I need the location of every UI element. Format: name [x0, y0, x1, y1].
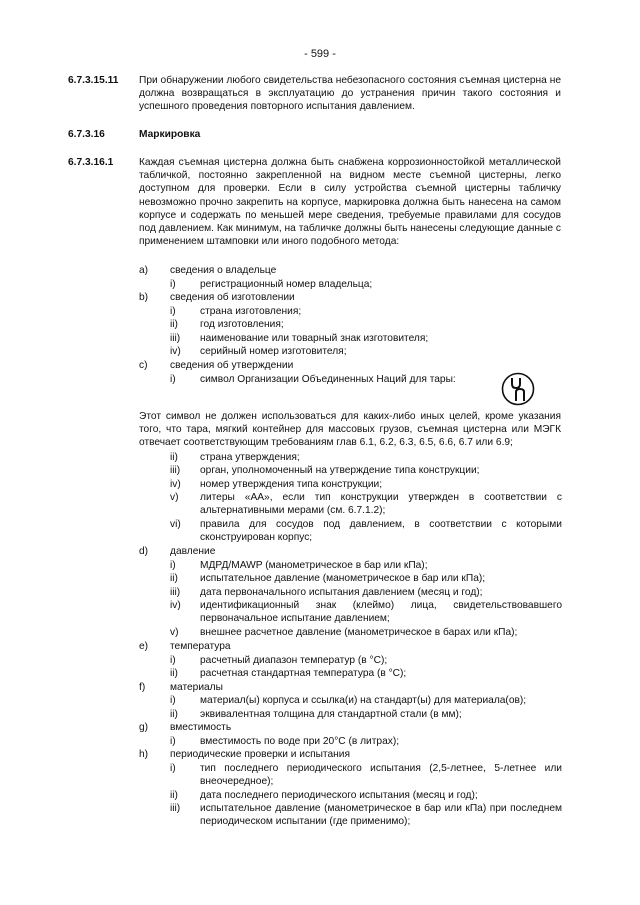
section-heading: Маркировка [139, 129, 201, 140]
sub-num: i) [170, 560, 176, 571]
sub-num: i) [170, 736, 176, 747]
sub-text: литеры «АА», если тип конструкции утвержден в соответствии с альтернативными мерами (см. 6.7.1.2); [200, 492, 562, 517]
sub-text: страна утверждения; [200, 452, 300, 463]
list-label: вместимость [170, 722, 232, 733]
sub-text: дата последнего периодического испытания (месяц и год); [200, 790, 478, 801]
clause-text: Каждая съемная цистерна должна быть снабжена коррозионностойкой металлической табличкой, постоянно закрепленной на видном месте съемной цистерны, легко доступном для проверки. Если в силу устройства съемной цистерны табличку невозможно прочно закрепить на корпусе, маркировка должна быть нанесена на самом корпусе и содержать по меньшей мере сведения, требуемые правилами для сосудов под давлением. Как минимум, на табличке должны быть нанесены следующие данные с применением штамповки или иного подобного метода: [139, 157, 561, 248]
sub-text: серийный номер изготовителя; [200, 346, 347, 357]
sub-text: эквивалентная толщина для стандартной стали (в мм); [200, 709, 462, 720]
sub-text: правила для сосудов под давлением, в соответствии с которыми сконструирован корпус; [200, 519, 562, 544]
sub-text: страна изготовления; [200, 306, 302, 317]
clause-text: При обнаружении любого свидетельства небезопасного состояния съемная цистерна не должна возвращаться в эксплуатацию до устранения причин такого состояния и успешного проведения повторного испытания давлением. [139, 75, 561, 113]
clause-number: 6.7.3.16.1 [68, 157, 114, 168]
sub-text: тип последнего периодического испытания (2,5-летнее, 5-летнее или внеочередное); [200, 763, 562, 788]
sub-text: регистрационный номер владельца; [200, 279, 373, 290]
sub-num: ii) [170, 452, 178, 463]
sub-num: i) [170, 306, 176, 317]
sub-num: iv) [170, 479, 181, 490]
sub-text: идентификационный знак (клеймо) лица, свидетельствовавшего первоначальное испытание давлением; [200, 600, 562, 625]
symbol-note: Этот символ не должен использоваться для каких-либо иных целей, кроме указания того, что тара, мягкий контейнер для массовых грузов, съемная цистерна или МЭГК отвечает соответствующим требованиям глав 6.1, 6.2, 6.3, 6.5, 6.6, 6.7 или 6.9; [139, 411, 561, 449]
sub-text: дата первоначального испытания давлением (месяц и год); [200, 587, 483, 598]
list-label: температура [170, 641, 231, 652]
sub-num: i) [170, 279, 176, 290]
list-letter: b) [139, 292, 149, 303]
list-letter: f) [139, 682, 146, 693]
list-label: сведения об утверждении [170, 360, 294, 371]
list-letter: c) [139, 360, 148, 371]
list-letter: g) [139, 722, 149, 733]
un-packaging-symbol-icon [501, 372, 535, 406]
sub-num: i) [170, 374, 176, 385]
sub-num: iii) [170, 333, 181, 344]
sub-num: iii) [170, 803, 181, 814]
sub-num: ii) [170, 709, 178, 720]
sub-text: вместимость по воде при 20°С (в литрах); [200, 736, 400, 747]
list-label: материалы [170, 682, 223, 693]
list-label: сведения о владельце [170, 265, 277, 276]
sub-num: i) [170, 695, 176, 706]
sub-num: vi) [170, 519, 181, 530]
sub-text: расчетный диапазон температур (в °С); [200, 655, 388, 666]
sub-text: испытательное давление (манометрическое в бар или кПа); [200, 573, 486, 584]
sub-text: год изготовления; [200, 319, 284, 330]
sub-num: ii) [170, 790, 178, 801]
sub-text: испытательное давление (манометрическое в бар или кПа) при последнем периодическом испытании (где применимо); [200, 803, 562, 828]
sub-num: v) [170, 492, 179, 503]
list-label: давление [170, 546, 216, 557]
list-letter: a) [139, 265, 149, 276]
sub-text: орган, уполномоченный на утверждение типа конструкции; [200, 465, 480, 476]
sub-num: i) [170, 763, 176, 774]
section-number: 6.7.3.16 [68, 129, 105, 140]
sub-num: i) [170, 655, 176, 666]
sub-text: материал(ы) корпуса и ссылка(и) на стандарт(ы) для материала(ов); [200, 695, 527, 706]
list-letter: h) [139, 749, 149, 760]
sub-num: iii) [170, 587, 181, 598]
sub-num: v) [170, 627, 179, 638]
list-label: периодические проверки и испытания [170, 749, 350, 760]
page-number: - 599 - [304, 48, 336, 60]
list-label: сведения об изготовлении [170, 292, 295, 303]
sub-text: МДРД/MAWP (манометрическое в бар или кПа); [200, 560, 428, 571]
sub-num: iv) [170, 600, 181, 611]
sub-text: номер утверждения типа конструкции; [200, 479, 383, 490]
sub-text: внешнее расчетное давление (манометрическое в барах или кПа); [200, 627, 518, 638]
clause-number: 6.7.3.15.11 [68, 75, 119, 86]
sub-num: ii) [170, 319, 178, 330]
sub-num: ii) [170, 668, 178, 679]
list-letter: d) [139, 546, 149, 557]
list-letter: e) [139, 641, 149, 652]
sub-num: iii) [170, 465, 181, 476]
sub-text: расчетная стандартная температура (в °С); [200, 668, 407, 679]
sub-text: символ Организации Объединенных Наций для тары: [200, 374, 456, 385]
sub-text: наименование или товарный знак изготовителя; [200, 333, 429, 344]
sub-num: iv) [170, 346, 181, 357]
sub-num: ii) [170, 573, 178, 584]
